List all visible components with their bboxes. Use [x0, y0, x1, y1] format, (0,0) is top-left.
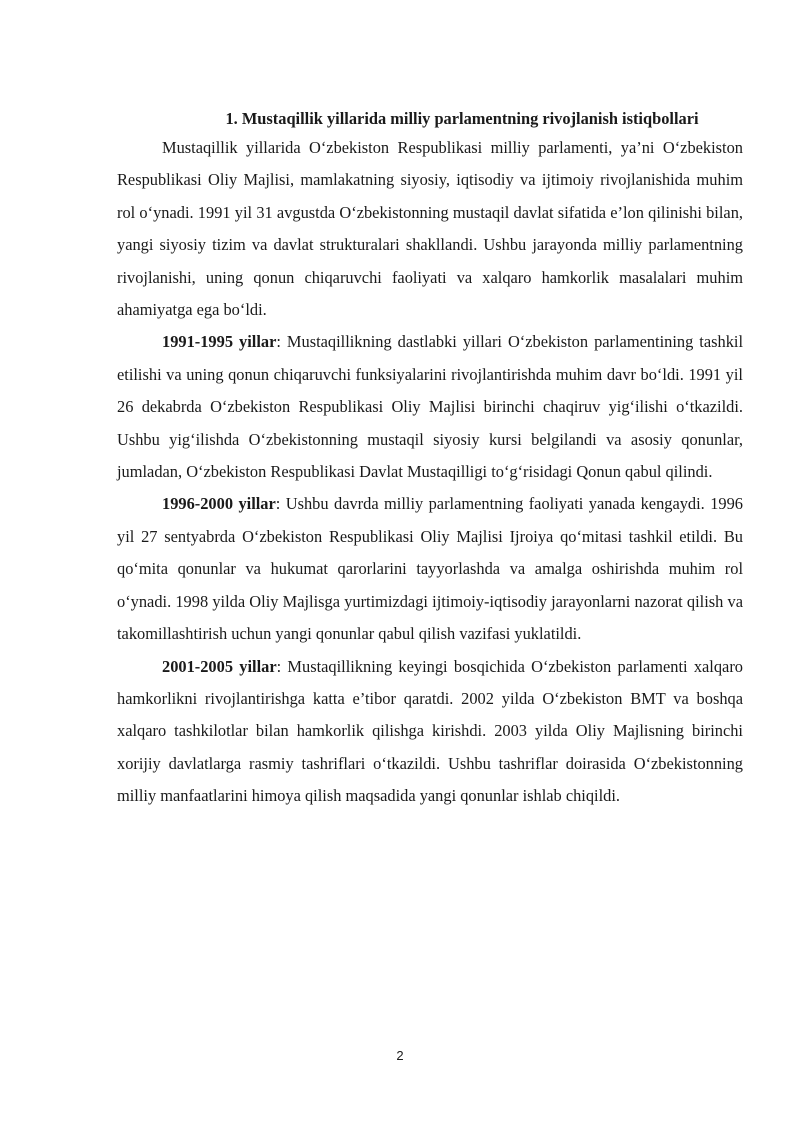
paragraph-1991-1995 — [117, 326, 743, 488]
paragraph-1996-2000 — [117, 488, 743, 650]
document-page — [117, 106, 743, 813]
paragraph-intro — [117, 132, 743, 326]
page-number: 2 — [396, 1048, 404, 1063]
paragraph-text: Mustaqillikning keyingi bosqichida O‘zbekiston parlamenti xalqaro hamkorlikni rivojlantirishga katta e’tibor qaratdi. 2002 yilda O‘zbekiston BMT va boshqa xalqaro tashkilotlar bilan hamkorlik qilishga kirishdi. 2003 yilda Oliy Majlisning birinchi xorijiy davlatlarga rasmiy tashriflari o‘tkazildi. Ushbu tashriflar doirasida O‘zbekistonning milliy manfaatlarini himoya qilish maqsadida yangi qonunlar ishlab chiqildi. — [117, 656, 743, 806]
period-separator: : — [275, 494, 281, 514]
paragraph-text: Ushbu davrda milliy parlamentning faoliyati yanada kengaydi. 1996 yil 27 sentyabrda O‘zbekiston Respublikasi Oliy Majlisi Ijroiya qo‘mitasi tashkil etildi. Bu qo‘mita qonunlar va hukumat qarorlarini tayyorlashda va amalga oshirishda muhim rol o‘ynadi. 1998 yilda Oliy Majlisga yurtimizdagi ijtimoiy-iqtisodiy jarayonlarni nazorat qilish va takomillashtirish uchun yangi qonunlar qabul qilish vazifasi yuklatildi. — [117, 494, 743, 644]
period-label: 2001-2005 yillar — [162, 656, 277, 676]
paragraph-text: Mustaqillik yillarida O‘zbekiston Respublikasi milliy parlamenti, ya’ni O‘zbekiston Respublikasi Oliy Majlisi, mamlakatning siyosiy, iqtisodiy va ijtimoiy rivojlanishida muhim rol o‘ynadi. 1991 yil 31 avgustda O‘zbekistonning mustaqil davlat sifatida e’lon qilinishi bilan, yangi siyosiy tizim va davlat strukturalari shakllandi. Ushbu jarayonda milliy parlamentning rivojlanishi, uning qonun chiqaruvchi faoliyati va xalqaro hamkorlik masalalari muhim ahamiyatga ega bo‘ldi. — [117, 138, 743, 320]
paragraph-2001-2005 — [117, 651, 743, 813]
period-label: 1996-2000 yillar — [162, 494, 276, 514]
section-heading: 1. Mustaqillik yillarida milliy parlamentning rivojlanish istiqbollari — [225, 109, 699, 128]
period-label: 1991-1995 yillar — [162, 332, 277, 352]
period-separator: : — [276, 656, 282, 676]
paragraph-text: Mustaqillikning dastlabki yillari O‘zbekiston parlamentining tashkil etilishi va uning qonun chiqaruvchi funksiyalarini rivojlantirishda muhim davr bo‘ldi. 1991 yil 26 dekabrda O‘zbekiston Respublikasi Oliy Majlisi birinchi chaqiruv yig‘ilishi o‘tkazildi. Ushbu yig‘ilishda O‘zbekistonning mustaqil siyosiy kursi belgilandi va asosiy qonunlar, jumladan, O‘zbekiston Respublikasi Davlat Mustaqilligi to‘g‘risidagi Qonun qabul qilindi. — [117, 332, 744, 482]
period-separator: : — [276, 332, 281, 352]
